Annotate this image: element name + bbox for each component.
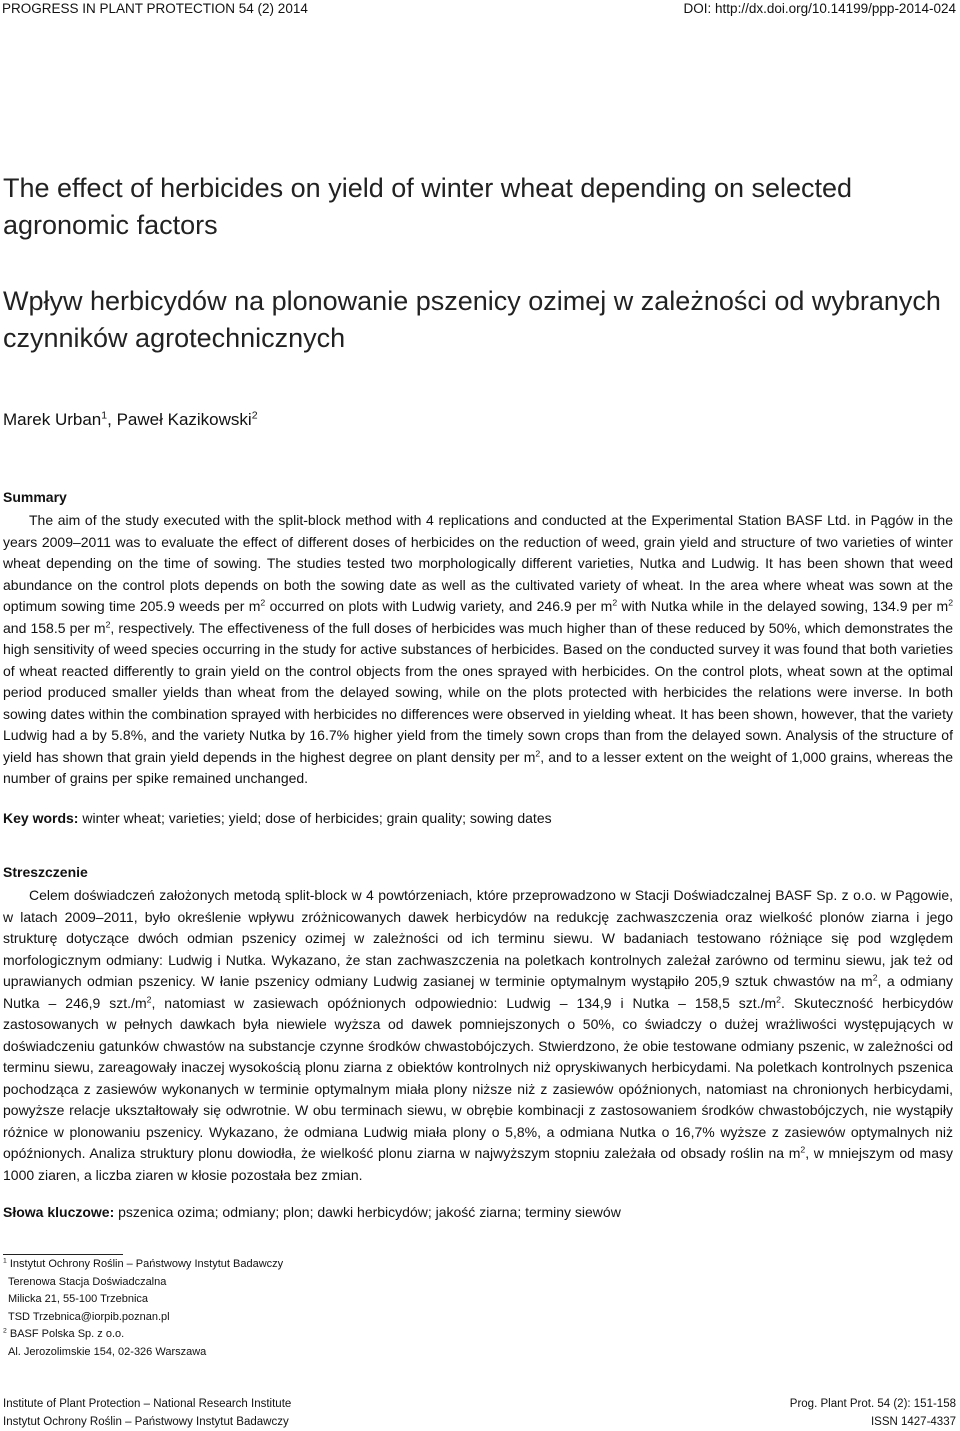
keywords-label: Key words: — [3, 810, 79, 826]
summary-text — [3, 510, 953, 790]
slowa-kluczowe-list: pszenica ozima; odmiany; plon; dawki herbicydów; jakość ziarna; terminy siewów — [114, 1204, 621, 1220]
streszczenie-text-part: , w mniejszym od masy 1000 ziaren, a liczba ziaren w kłosie pozostała bez zmian. — [3, 1145, 953, 1183]
summary-text-part: with Nutka while in the delayed sowing, 134.9 per m — [617, 598, 949, 614]
streszczenie-text-part: . Skuteczność herbicydów zastosowanych w pełnych dawkach była niewiele wyższa od dawek pomniejszonych o 50%, co świadczy o dużej wrażliwości występujących w doświadczeniu gatunków chwastów na substancje czynne środków chwastobójczych. Stwierdzono, że obie testowane odmiany pszenic, w zależności od terminu siewu, zareagowały inaczej wysokością plonu ziarna z obiektów kontrolnych niż opryskiwanych herbicydami. Na poletkach kontrolnych pszenica pochodząca z zasiewów wykonanych w terminie optymalnym miała plony niższe niż z zasiewów opóźnionych, natomiast na chronionych herbicydami, powyższe relacje ukształtowały się odwrotnie. W obu terminach siewu, w obrębie kombinacji z zastosowaniem środków chwastobójczych, nie wystąpiły różnice w plonowaniu pszenicy. Wykazano, że odmiana Ludwig miała plony o 5,8%, a odmiana Nutka o 16,7% wyższe z zasiewów optymalnych niż opóźnionych. Analiza struktury plonu dowiodła, że wielkość plonu ziarna w najwyższym stopniu zależała od obsady roślin na m — [3, 994, 953, 1161]
streszczenie-text-part: , natomiast w zasiewach opóźnionych odpowiednio: Ludwig – 134,9 i Nutka – 158,5 szt./m — [151, 994, 777, 1011]
author-list — [3, 410, 258, 430]
streszczenie-text — [3, 885, 953, 1186]
author-2-affiliation: 2 — [251, 409, 258, 422]
footnote-line: Terenowa Stacja Doświadczalna — [8, 1275, 167, 1288]
slowa-kluczowe-label: Słowa kluczowe: — [3, 1204, 115, 1220]
footnote-divider — [3, 1254, 123, 1255]
keywords-line — [3, 810, 552, 826]
streszczenie-text-part: Celem doświadczeń założonych metodą split-block w 4 powtórzeniach, które przeprowadzono w Stacji Doświadczalnej BASF Sp. z o.o. w Pągowie, w latach 2009–2011, było określenie wpływu zróżnicowanych dawek herbicydów na redukcję zachwaszczenia oraz wielkość plonów ziarna i jego strukturę dotyczące dwóch odmian pszenicy ozimej w zależności od ich terminu siewu. W badaniach testowano różniące się pod względem morfologicznym odmiany: Ludwig i Nutka. Wykazano, że stan zachwaszczenia na poletkach kontrolnych zależał zarówno od terminu siewu, jak też od uprawianych odmian pszenicy. W łanie pszenicy odmiany Ludwig zasianej w terminie optymalnym wystąpiło 205,9 sztuk chwastów na m — [3, 887, 953, 989]
superscript: 2 — [535, 747, 541, 758]
footnote-marker: 2 — [3, 1327, 7, 1335]
superscript: 2 — [776, 993, 781, 1004]
superscript: 2 — [260, 597, 266, 608]
footnotes — [3, 1256, 283, 1361]
author-2: Paweł Kazikowski — [116, 410, 252, 429]
footnote-line: BASF Polska Sp. z o.o. — [9, 1328, 125, 1340]
journal-name: PROGRESS IN PLANT PROTECTION 54 (2) 2014 — [2, 1, 308, 16]
footer-institute-pl: Instytut Ochrony Roślin – Państwowy Instytut Badawczy — [3, 1415, 289, 1428]
footer-left — [3, 1396, 291, 1431]
streszczenie-heading: Streszczenie — [3, 864, 88, 880]
footnote-marker: 1 — [3, 1257, 7, 1265]
running-header — [0, 0, 960, 22]
summary-text-part: occurred on plots with Ludwig variety, and 246.9 per m — [265, 598, 613, 614]
keywords-list: winter wheat; varieties; yield; dose of herbicides; grain quality; sowing dates — [78, 810, 552, 826]
author-1-affiliation: 1 — [101, 409, 108, 422]
summary-heading: Summary — [3, 489, 67, 505]
summary-text-part: The aim of the study executed with the split-block method with 4 replications and conducted at the Experimental Station BASF Ltd. in Pągów in the years 2009–2011 was to evaluate the effect of different doses of herbicides on the reduction of weed, grain yield and structure of two varieties of winter wheat depending on the time of sowing. The studies tested two morphologically different varieties, Nutka and Ludwig. It has been shown that weed abundance on the control plots depends on both the sowing date as well as the cultivated variety of wheat. In the area where wheat was sown at the optimum sowing time 205.9 weeds per m — [3, 512, 953, 614]
footer-right — [790, 1396, 956, 1431]
superscript: 2 — [105, 618, 111, 629]
footer-institute-en: Institute of Plant Protection – National Research Institute — [3, 1398, 292, 1410]
streszczenie-text-part: , a odmiany Nutka – 246,9 szt./m — [3, 973, 953, 1011]
superscript: 2 — [800, 1144, 806, 1155]
title-english: The effect of herbicides on yield of winter wheat depending on selected agronomic factors — [3, 173, 853, 240]
summary-text-part: , respectively. The effectiveness of the full doses of herbicides was much higher than of these reduced by 50%, which demonstrates the high sensitivity of weed species occurring in the study for active substances of herbicides. Based on the conducted survey it was found that both varieties of wheat reacted differently to grain yield on the control objects from the ones sprayed with herbicides. On the control plots, wheat sown at the optimal period produced smaller yields than wheat from the delayed sowing, while on the plots protected with herbicides the relations were inverse. In both sowing dates within the combination sprayed with herbicides no differences were observed in yielding wheat. It has been shown, however, that the variety Ludwig had a by 5.8%, and the variety Nutka by 16.7% higher yield from the timely sown crops than from the delayed sown. Analysis of the structure of yield has shown that grain yield depends in the highest degree on plant density per m — [3, 619, 953, 765]
footnote-1 — [3, 1256, 283, 1274]
author-1: Marek Urban — [3, 410, 102, 429]
footer-citation: Prog. Plant Prot. 54 (2): 151-158 — [789, 1398, 956, 1410]
title-polish: Wpływ herbicydów na plonowanie pszenicy ozimej w zależności od wybranych czynników agrotechnicznych — [3, 286, 941, 353]
superscript: 2 — [872, 972, 878, 983]
summary-text-part: , and to a lesser extent on the weight of 1,000 grains, whereas the number of grains per spike remained unchanged. — [3, 748, 953, 786]
footnote-line: Instytut Ochrony Roślin – Państwowy Instytut Badawczy — [9, 1258, 284, 1270]
superscript: 2 — [948, 597, 954, 608]
superscript: 2 — [146, 993, 152, 1004]
author-separator: , — [107, 410, 117, 429]
footnote-2 — [3, 1326, 283, 1344]
footnote-email[interactable]: TSD Trzebnica@iorpib.poznan.pl — [8, 1310, 170, 1323]
superscript: 2 — [612, 597, 618, 608]
slowa-kluczowe-line — [3, 1204, 621, 1220]
summary-text-part: and 158.5 per m — [3, 619, 106, 636]
footer-issn: ISSN 1427-4337 — [870, 1415, 956, 1428]
doi-link[interactable]: DOI: http://dx.doi.org/10.14199/ppp-2014-024 — [683, 1, 956, 16]
footnote-line: Milicka 21, 55-100 Trzebnica — [8, 1293, 149, 1305]
footnote-line: Al. Jerozolimskie 154, 02-326 Warszawa — [8, 1345, 207, 1358]
